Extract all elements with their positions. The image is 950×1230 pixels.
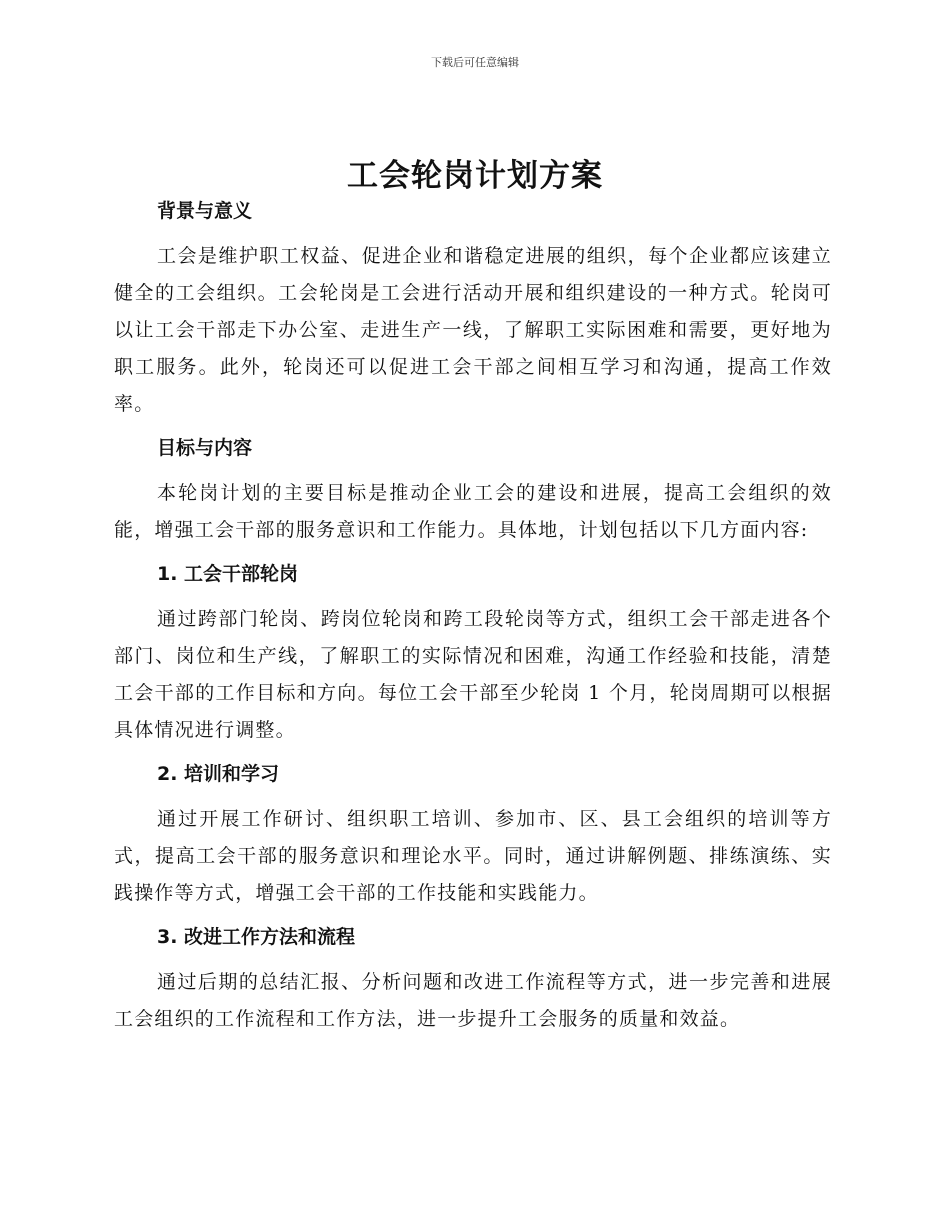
section-heading: 目标与内容 <box>157 437 253 459</box>
section-paragraph: 本轮岗计划的主要目标是推动企业工会的建设和进展，提高工会组织的效能，增强工会干部的服务意识和工作能力。具体地，计划包括以下几方面内容: <box>114 482 832 541</box>
document-title: 工会轮岗计划方案 <box>347 158 603 194</box>
header-note: 下载后可任意编辑 <box>431 56 519 69</box>
section-background <box>114 196 832 423</box>
section-heading: 1. 工会干部轮岗 <box>157 563 299 585</box>
section-improvement <box>114 922 832 1038</box>
section-heading: 3. 改进工作方法和流程 <box>157 926 356 948</box>
section-goals <box>114 433 832 549</box>
section-heading: 背景与意义 <box>157 200 253 222</box>
section-paragraph: 通过跨部门轮岗、跨岗位轮岗和跨工段轮岗等方式，组织工会干部走进各个部门、岗位和生产线，了解职工的实际情况和困难，沟通工作经验和技能，清楚工会干部的工作目标和方向。每位工会干部至少轮岗 1 个月，轮岗周期可以根据具体情况进行调整。 <box>114 608 832 741</box>
section-paragraph: 工会是维护职工权益、促进企业和谐稳定进展的组织，每个企业都应该建立健全的工会组织。工会轮岗是工会进行活动开展和组织建设的一种方式。轮岗可以让工会干部走下办公室、走进生产一线，了解职工实际困难和需要，更好地为职工服务。此外，轮岗还可以促进工会干部之间相互学习和沟通，提高工作效率。 <box>114 245 832 415</box>
section-paragraph: 通过后期的总结汇报、分析问题和改进工作流程等方式，进一步完善和进展工会组织的工作流程和工作方法，进一步提升工会服务的质量和效益。 <box>114 971 832 1030</box>
section-rotation <box>114 559 832 749</box>
section-heading: 2. 培训和学习 <box>157 763 280 785</box>
document-body <box>114 196 832 1048</box>
section-paragraph: 通过开展工作研讨、组织职工培训、参加市、区、县工会组织的培训等方式，提高工会干部的服务意识和理论水平。同时，通过讲解例题、排练演练、实践操作等方式，增强工会干部的工作技能和实践能力。 <box>114 808 832 904</box>
section-training <box>114 759 832 912</box>
